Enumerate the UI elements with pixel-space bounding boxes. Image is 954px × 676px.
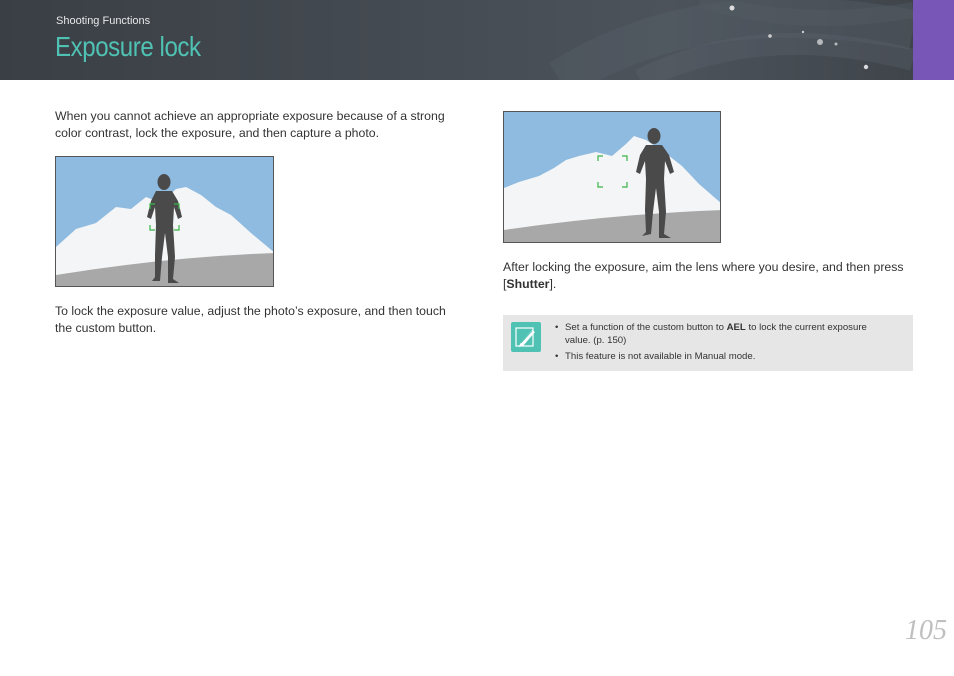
pencil-note-icon	[511, 322, 541, 352]
note-item-ael	[555, 321, 895, 347]
note-item-ael-suffix: to lock the current exposure value. (p. 150)	[565, 322, 867, 346]
note-list	[555, 321, 895, 366]
section-label: Shooting Functions	[56, 15, 151, 27]
page-header	[0, 0, 954, 80]
note-box	[503, 315, 913, 371]
page-title: Exposure lock	[55, 31, 201, 62]
chapter-tab	[913, 0, 954, 80]
note-item-manual-mode: • This feature is not available in Manual mode.	[555, 350, 895, 363]
shutter-instruction-text	[503, 259, 913, 293]
shutter-instruction-prefix: After locking the exposure, aim the lens where you desire, and then press [	[503, 260, 904, 291]
lock-instruction-text: To lock the exposure value, adjust the photo’s exposure, and then touch the custom button.	[55, 304, 446, 335]
exposure-example-photo-1	[55, 156, 274, 287]
page-number: 105	[905, 615, 947, 646]
intro-text: When you cannot achieve an appropriate exposure because of a strong color contrast, lock the exposure, and then capture a photo.	[55, 109, 445, 140]
ael-key-label: AEL	[726, 322, 746, 333]
shutter-key-label: Shutter	[506, 277, 550, 291]
note-item-ael-prefix: Set a function of the custom button to	[565, 322, 727, 333]
shutter-instruction-suffix: ].	[549, 277, 557, 291]
exposure-example-photo-2	[503, 111, 721, 243]
